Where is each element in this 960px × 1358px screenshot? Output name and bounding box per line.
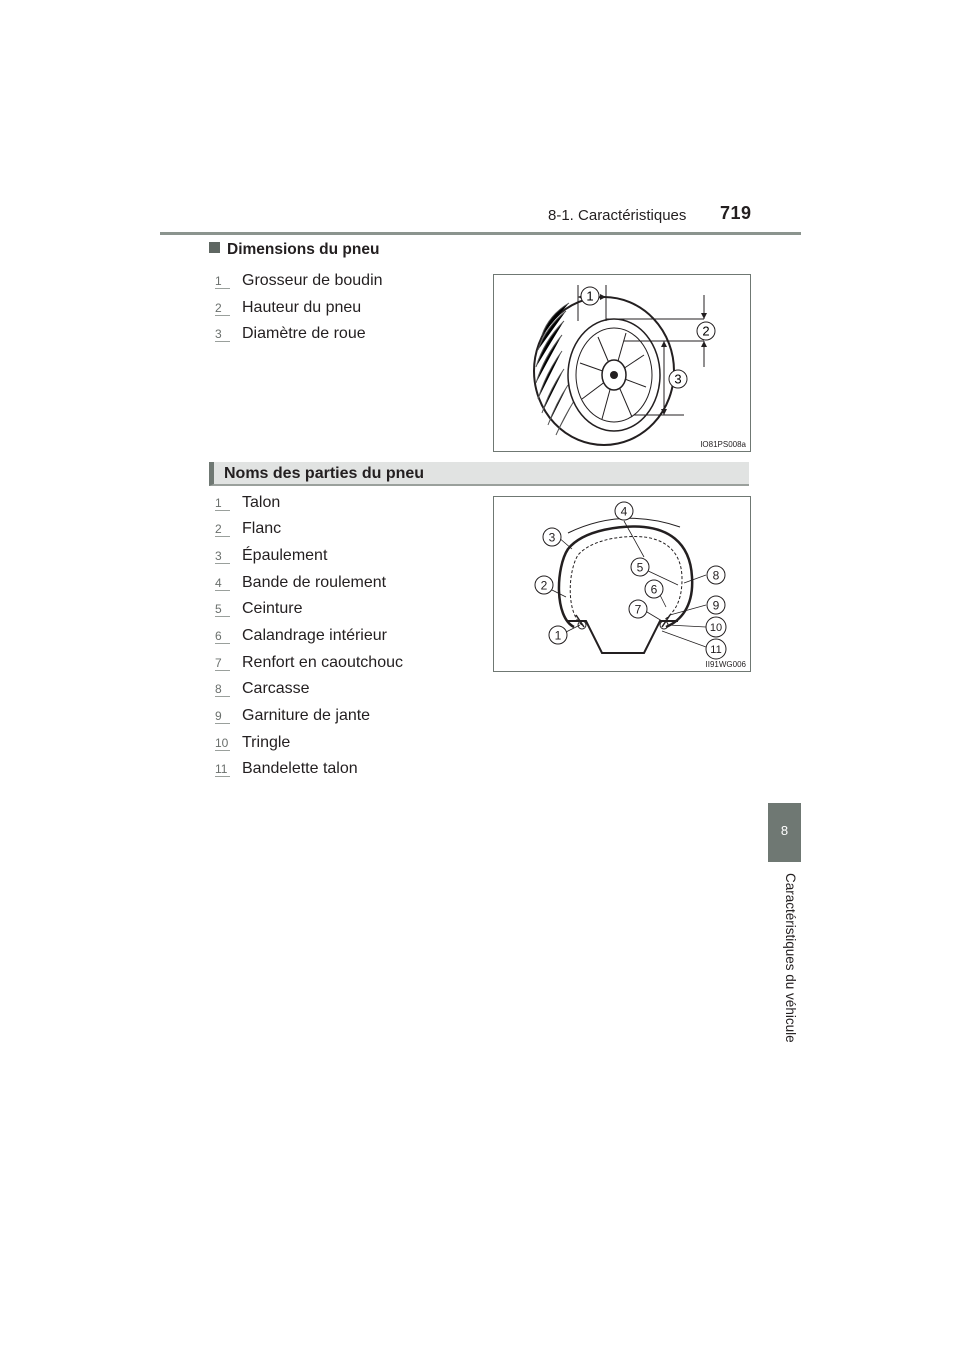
- callout-11: 11: [710, 644, 722, 656]
- item-label: Grosseur de boudin: [242, 272, 383, 289]
- callout-1: 1: [554, 628, 562, 643]
- item-label: Ceinture: [242, 600, 303, 617]
- item-label: Flanc: [242, 520, 282, 537]
- callout-6: 6: [650, 582, 658, 597]
- item-number: 6: [215, 629, 230, 644]
- list-item: [215, 298, 361, 318]
- figure-code: IO81PS008a: [700, 440, 746, 449]
- callout-5: 5: [636, 560, 644, 575]
- callout-1: 1: [586, 288, 594, 304]
- header-divider: [160, 232, 801, 235]
- item-number: 10: [215, 736, 229, 750]
- item-label: Diamètre de roue: [242, 325, 366, 342]
- list-item: [215, 626, 387, 646]
- page-number: 719: [720, 203, 752, 223]
- callout-3: 3: [674, 371, 682, 387]
- list-item: [215, 573, 386, 593]
- item-label: Épaulement: [242, 547, 328, 564]
- chapter-tab[interactable]: 8: [768, 803, 801, 862]
- dimensions-heading: [209, 241, 379, 259]
- tire-dimensions-figure: [493, 274, 751, 452]
- callout-8: 8: [712, 568, 720, 583]
- item-label: Bande de roulement: [242, 574, 387, 591]
- item-number: 3: [215, 327, 230, 342]
- item-label: Garniture de jante: [242, 707, 371, 724]
- item-number: 4: [215, 576, 230, 591]
- list-item: [215, 546, 327, 566]
- list-item: [215, 706, 370, 726]
- list-item: [215, 653, 403, 673]
- item-number: 7: [215, 656, 230, 671]
- item-number: 1: [215, 274, 230, 289]
- item-number: 5: [215, 602, 230, 617]
- item-label: Bandelette talon: [242, 760, 358, 777]
- callout-2: 2: [540, 578, 548, 593]
- list-item: [215, 519, 281, 539]
- item-number: 2: [215, 301, 230, 316]
- chapter-tab-label: Caractéristiques du véhicule: [783, 873, 798, 1043]
- item-number: 11: [215, 762, 230, 777]
- list-item: [215, 733, 290, 753]
- callout-2: 2: [702, 323, 710, 339]
- list-item: [215, 759, 358, 779]
- callout-10: 10: [709, 622, 723, 634]
- list-item: [215, 679, 310, 699]
- callout-4: 4: [620, 504, 628, 519]
- item-label: Hauteur du pneu: [242, 299, 362, 316]
- item-label: Calandrage intérieur: [242, 627, 387, 644]
- section-title: 8-1. Caractéristiques: [548, 207, 687, 224]
- list-item: [215, 324, 366, 344]
- item-number: 8: [215, 682, 230, 697]
- list-item: [215, 599, 302, 619]
- item-label: Renfort en caoutchouc: [242, 654, 403, 671]
- item-label: Tringle: [242, 734, 291, 751]
- list-item: [215, 271, 383, 291]
- callout-3: 3: [548, 530, 556, 545]
- parts-heading: Noms des parties du pneu: [224, 465, 425, 482]
- item-number: 1: [215, 496, 230, 511]
- square-bullet-icon: [209, 242, 220, 253]
- item-label: Talon: [242, 494, 281, 511]
- parts-heading-bar: [209, 462, 749, 486]
- callout-7: 7: [634, 602, 642, 617]
- item-number: 2: [215, 522, 230, 537]
- tire-parts-figure: [493, 496, 751, 672]
- figure-code: II91WG006: [705, 660, 746, 669]
- item-label: Carcasse: [242, 680, 310, 697]
- callout-9: 9: [712, 598, 720, 613]
- dimensions-heading-text: Dimensions du pneu: [227, 241, 380, 258]
- list-item: [215, 493, 280, 513]
- tire-section-drawing: [494, 497, 750, 671]
- wheel-drawing: [494, 275, 750, 451]
- item-number: 3: [215, 549, 230, 564]
- item-number: 9: [215, 709, 230, 724]
